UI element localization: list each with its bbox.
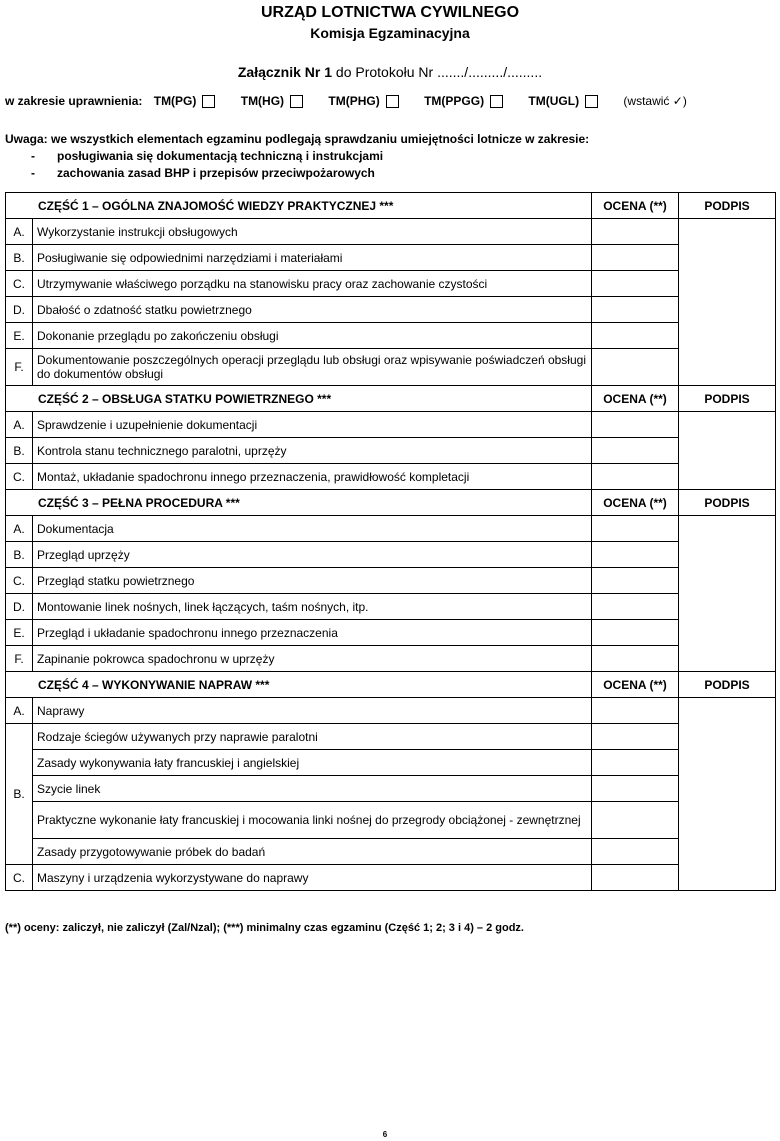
part3-title: CZĘŚĆ 3 – PEŁNA PROCEDURA *** [6,490,592,516]
row-letter: D. [6,297,33,323]
table-row [6,542,776,568]
scope-item-label: TM(HG) [240,94,285,109]
row-letter: B. [6,438,33,464]
table-row [6,245,776,271]
grade-cell[interactable] [592,412,679,438]
row-letter: B. [6,724,33,865]
scope-item-tmhg [241,93,303,108]
row-letter: A. [6,516,33,542]
grade-cell[interactable] [592,323,679,349]
row-text: Utrzymywanie właściwego porządku na stanowisku pracy oraz zachowanie czystości [33,271,592,297]
table-row [6,271,776,297]
grade-cell[interactable] [592,698,679,724]
row-text: Praktyczne wykonanie łaty francuskiej i mocowania linki nośnej do przegrody obciążonej - zewnętrznej [33,802,592,839]
table-row [6,323,776,349]
commission-subtitle: Komisja Egzaminacyjna [310,25,470,41]
scope-item-label: TM(PG) [153,94,197,109]
table-row [6,464,776,490]
annex-line [0,64,780,80]
row-text: Zasady wykonywania łaty francuskiej i angielskiej [33,750,592,776]
grade-header: OCENA (**) [592,193,679,219]
row-text: Naprawy [33,698,592,724]
row-letter: E. [6,323,33,349]
table-row [6,438,776,464]
part-header [6,672,776,698]
scope-item-label: TM(PHG) [328,94,380,109]
sign-header: PODPIS [679,490,776,516]
row-letter: F. [6,349,33,386]
checkbox[interactable] [290,95,303,108]
row-text: Montowanie linek nośnych, linek łączących, taśm nośnych, itp. [33,594,592,620]
dash: - [31,149,35,163]
scope-line [5,93,777,108]
insert-note: (wstawić ✓) [623,93,687,108]
grade-cell[interactable] [592,568,679,594]
sign-header: PODPIS [679,386,776,412]
table-row [6,219,776,245]
row-letter: B. [6,542,33,568]
row-letter: D. [6,594,33,620]
grade-cell[interactable] [592,646,679,672]
table-row [6,412,776,438]
grade-cell[interactable] [592,776,679,802]
grade-header: OCENA (**) [592,672,679,698]
row-text: Maszyny i urządzenia wykorzystywane do naprawy [33,865,592,891]
checkbox[interactable] [386,95,399,108]
table-row [6,865,776,891]
row-text: Dokumentowanie poszczególnych operacji przeglądu lub obsługi oraz wpisywanie poświadczeń obsługi do dokumentów obsługi [33,349,592,386]
grade-cell[interactable] [592,724,679,750]
row-letter: B. [6,245,33,271]
page-number: 6 [382,1130,388,1139]
grade-cell[interactable] [592,219,679,245]
row-letter: A. [6,698,33,724]
grade-cell[interactable] [592,516,679,542]
row-letter: E. [6,620,33,646]
part2-title: CZĘŚĆ 2 – OBSŁUGA STATKU POWIETRZNEGO *** [6,386,592,412]
row-letter: C. [6,865,33,891]
remark-bullet-text: posługiwania się dokumentacją techniczną i instrukcjami [57,149,384,163]
table-row [6,698,776,724]
row-text: Szycie linek [33,776,592,802]
grade-cell[interactable] [592,802,679,839]
grade-cell[interactable] [592,542,679,568]
row-letter: A. [6,412,33,438]
grade-header: OCENA (**) [592,386,679,412]
annex-label: Załącznik Nr 1 [237,64,333,80]
scope-label: w zakresie uprawnienia: [5,93,143,108]
sign-header: PODPIS [679,193,776,219]
row-letter: F. [6,646,33,672]
part1-title: CZĘŚĆ 1 – OGÓLNA ZNAJOMOŚĆ WIEDZY PRAKTYCZNEJ *** [6,193,592,219]
row-text: Zapinanie pokrowca spadochronu w uprzęży [33,646,592,672]
checkbox[interactable] [202,95,215,108]
row-text: Przegląd uprzęży [33,542,592,568]
scope-item-tmugl [528,93,598,108]
grade-cell[interactable] [592,464,679,490]
scope-item-label: TM(PPGG) [424,94,485,109]
table-row [6,724,776,750]
table-row [6,516,776,542]
authority-title: URZĄD LOTNICTWA CYWILNEGO [260,4,520,21]
grade-cell[interactable] [592,245,679,271]
row-text: Kontrola stanu technicznego paralotni, uprzęży [33,438,592,464]
row-text: Wykorzystanie instrukcji obsługowych [33,219,592,245]
protocol-number: do Protokołu Nr ......./........./......... [332,64,543,80]
scope-item-tmpg [154,93,216,108]
grade-header: OCENA (**) [592,490,679,516]
table-row [6,568,776,594]
grade-cell[interactable] [592,349,679,386]
sign-cell[interactable] [679,219,776,386]
part-header [6,193,776,219]
grade-cell[interactable] [592,865,679,891]
row-letter: C. [6,271,33,297]
sign-cell[interactable] [679,412,776,490]
checkbox[interactable] [490,95,503,108]
footnote: (**) oceny: zaliczył, nie zaliczył (Zal/Nzal); (***) minimalny czas egzaminu (Część 1; 2; 3 i 4) – 2 godz. [5,922,524,934]
table-row [6,750,776,776]
scope-item-label: TM(UGL) [528,94,580,109]
row-letter: A. [6,219,33,245]
remark-bullet [5,165,589,182]
grade-cell[interactable] [592,620,679,646]
part4-title: CZĘŚĆ 4 – WYKONYWANIE NAPRAW *** [6,672,592,698]
remark-block [5,131,589,182]
sign-cell[interactable] [679,516,776,672]
sign-cell[interactable] [679,698,776,891]
row-text: Dokumentacja [33,516,592,542]
row-text: Posługiwanie się odpowiednimi narzędziami i materiałami [33,245,592,271]
grade-cell[interactable] [592,297,679,323]
row-text: Sprawdzenie i uzupełnienie dokumentacji [33,412,592,438]
row-letter: C. [6,464,33,490]
scope-item-tmphg [328,93,398,108]
row-text: Dokonanie przeglądu po zakończeniu obsługi [33,323,592,349]
part-header [6,490,776,516]
row-text: Dbałość o zdatność statku powietrznego [33,297,592,323]
table-row [6,349,776,386]
table-row [6,594,776,620]
table-row [6,620,776,646]
grade-cell[interactable] [592,438,679,464]
checkbox[interactable] [585,95,598,108]
row-text: Przegląd i układanie spadochronu innego przeznaczenia [33,620,592,646]
exam-table [5,192,776,891]
grade-cell[interactable] [592,271,679,297]
row-letter: C. [6,568,33,594]
grade-cell[interactable] [592,594,679,620]
table-row [6,839,776,865]
dash: - [31,166,35,180]
table-row [6,297,776,323]
grade-cell[interactable] [592,839,679,865]
table-row [6,776,776,802]
scope-item-tmppgg [424,93,503,108]
row-text: Zasady przygotowywanie próbek do badań [33,839,592,865]
sign-header: PODPIS [679,672,776,698]
remark-bullet [5,148,589,165]
table-row [6,802,776,839]
row-text: Przegląd statku powietrznego [33,568,592,594]
part-header [6,386,776,412]
remark-bullet-text: zachowania zasad BHP i przepisów przeciwpożarowych [57,166,375,180]
grade-cell[interactable] [592,750,679,776]
table-row [6,646,776,672]
row-text: Montaż, układanie spadochronu innego przeznaczenia, prawidłowość kompletacji [33,464,592,490]
remark-intro: Uwaga: we wszystkich elementach egzaminu podlegają sprawdzaniu umiejętności lotnicze w zakresie: [5,132,590,146]
row-text: Rodzaje ściegów używanych przy naprawie paralotni [33,724,592,750]
